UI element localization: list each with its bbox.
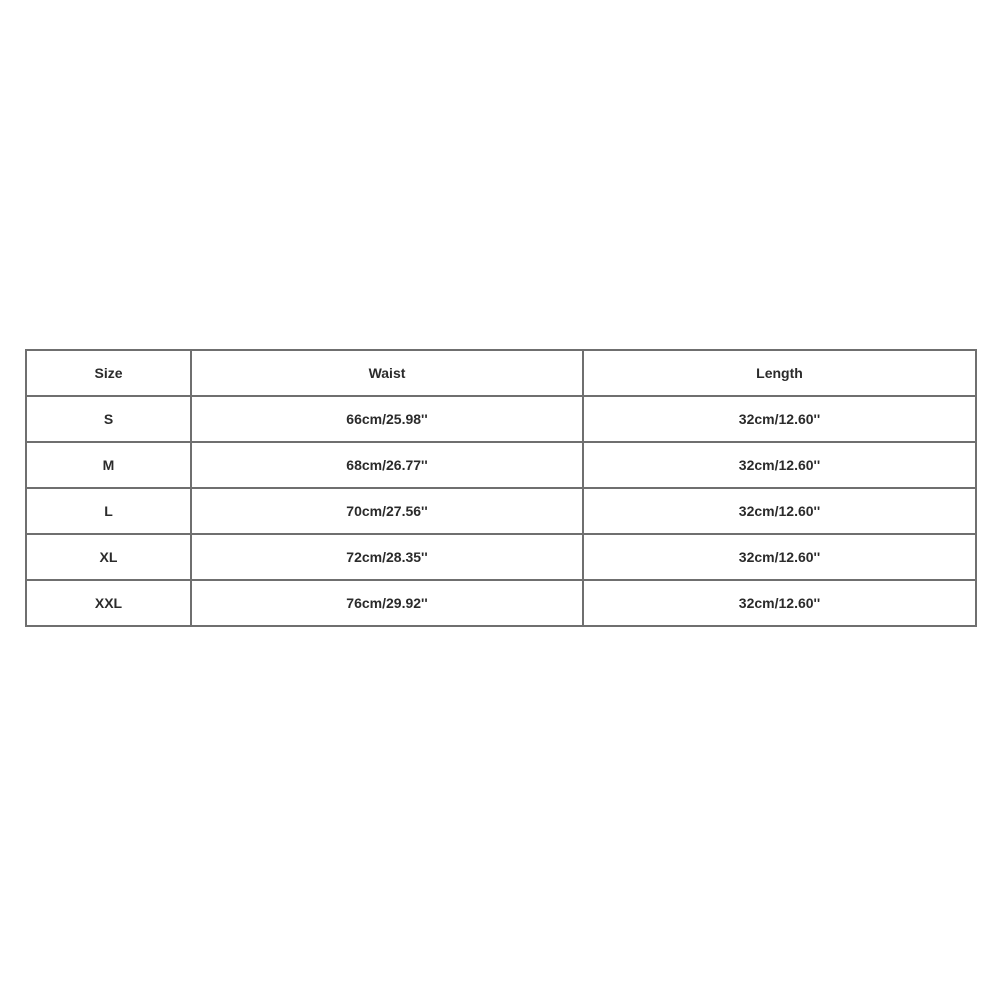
table-row xyxy=(26,580,976,626)
cell-waist: 66cm/25.98'' xyxy=(191,396,583,442)
cell-length: 32cm/12.60'' xyxy=(583,488,976,534)
table-row xyxy=(26,534,976,580)
header-size: Size xyxy=(26,350,191,396)
cell-waist: 70cm/27.56'' xyxy=(191,488,583,534)
cell-size: L xyxy=(26,488,191,534)
header-length: Length xyxy=(583,350,976,396)
size-chart-table xyxy=(25,349,977,627)
table-row xyxy=(26,442,976,488)
cell-size: XL xyxy=(26,534,191,580)
table-header-row xyxy=(26,350,976,396)
cell-size: M xyxy=(26,442,191,488)
header-waist: Waist xyxy=(191,350,583,396)
cell-length: 32cm/12.60'' xyxy=(583,580,976,626)
cell-length: 32cm/12.60'' xyxy=(583,534,976,580)
cell-size: XXL xyxy=(26,580,191,626)
cell-waist: 76cm/29.92'' xyxy=(191,580,583,626)
table-row xyxy=(26,396,976,442)
table-row xyxy=(26,488,976,534)
cell-waist: 72cm/28.35'' xyxy=(191,534,583,580)
cell-length: 32cm/12.60'' xyxy=(583,442,976,488)
cell-size: S xyxy=(26,396,191,442)
cell-waist: 68cm/26.77'' xyxy=(191,442,583,488)
cell-length: 32cm/12.60'' xyxy=(583,396,976,442)
